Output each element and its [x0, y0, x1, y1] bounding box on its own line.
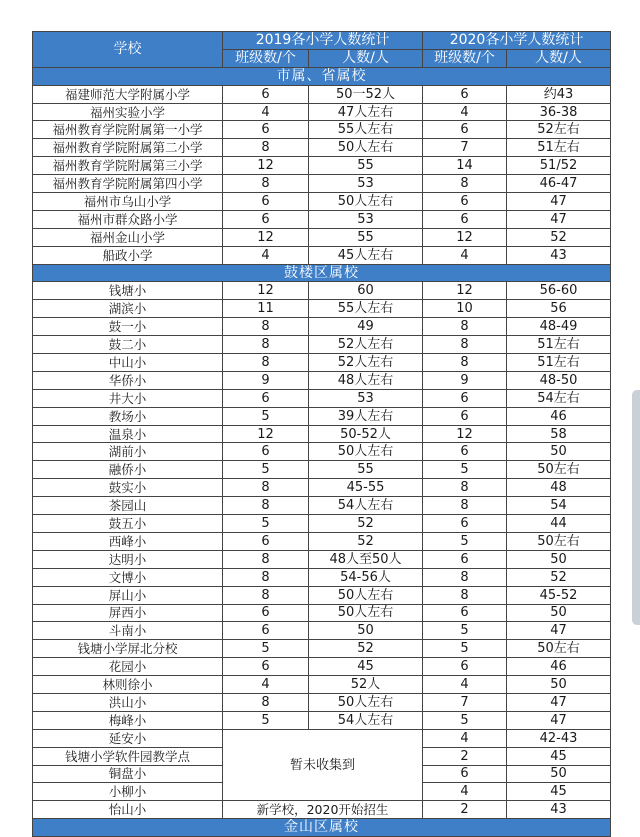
- table-row: [33, 425, 611, 443]
- new-school-note: 新学校，2020开始招生: [223, 801, 423, 819]
- students-2020-cell: 54: [507, 497, 611, 515]
- students-2020-cell: 50: [507, 604, 611, 622]
- classes-2019-cell: 5: [223, 407, 309, 425]
- classes-2020-cell: 5: [423, 622, 507, 640]
- classes-2019-cell: 4: [223, 676, 309, 694]
- classes-2020-cell: 7: [423, 693, 507, 711]
- school-cell: 福州市群众路小学: [33, 210, 223, 228]
- classes-2019-cell: 5: [223, 461, 309, 479]
- students-2019-cell: 52: [309, 640, 423, 658]
- classes-2019-cell: 8: [223, 693, 309, 711]
- school-cell: 钱塘小学屏北分校: [33, 640, 223, 658]
- section-title: 鼓楼区属校: [33, 264, 611, 282]
- students-2019-cell: 52: [309, 532, 423, 550]
- students-2020-cell: 51左右: [507, 139, 611, 157]
- classes-2020-cell: 2: [423, 801, 507, 819]
- school-cell: 钱塘小: [33, 282, 223, 300]
- table-row: [33, 801, 611, 819]
- header-row-years: [33, 32, 611, 50]
- table-row: [33, 658, 611, 676]
- students-2019-cell: 45: [309, 658, 423, 676]
- classes-2020-cell: 12: [423, 425, 507, 443]
- table-row: [33, 300, 611, 318]
- school-cell: 融侨小: [33, 461, 223, 479]
- classes-2020-cell: 4: [423, 783, 507, 801]
- students-2019-cell: 45人左右: [309, 246, 423, 264]
- school-cell: 鼓五小: [33, 515, 223, 533]
- school-cell: 船政小学: [33, 246, 223, 264]
- classes-2020-cell: 2: [423, 747, 507, 765]
- classes-2020-cell: 4: [423, 246, 507, 264]
- students-2019-cell: 48人至50人: [309, 550, 423, 568]
- students-2020-cell: 50左右: [507, 640, 611, 658]
- students-2019-cell: 50人左右: [309, 604, 423, 622]
- table-row: [33, 676, 611, 694]
- table-row: [33, 354, 611, 372]
- students-2020-cell: 47: [507, 193, 611, 211]
- classes-2020-cell: 6: [423, 658, 507, 676]
- students-2019-cell: 55: [309, 461, 423, 479]
- students-2020-cell: 51/52: [507, 157, 611, 175]
- uncollected-note: 暂未收集到: [223, 729, 423, 801]
- table-row: [33, 85, 611, 103]
- students-2020-cell: 44: [507, 515, 611, 533]
- students-2020-cell: 约43: [507, 85, 611, 103]
- classes-2020-cell: 8: [423, 586, 507, 604]
- table-row: [33, 586, 611, 604]
- classes-2019-cell: 8: [223, 354, 309, 372]
- students-2020-cell: 50: [507, 443, 611, 461]
- table-row: [33, 693, 611, 711]
- students-2020-cell: 50: [507, 765, 611, 783]
- school-cell: 福州教育学院附属第二小学: [33, 139, 223, 157]
- classes-2019-cell: 4: [223, 246, 309, 264]
- students-2019-cell: 52人左右: [309, 336, 423, 354]
- students-2020-cell: 47: [507, 711, 611, 729]
- students-2019-cell: 53: [309, 210, 423, 228]
- school-cell: 温泉小: [33, 425, 223, 443]
- table-row: [33, 193, 611, 211]
- section-title: 金山区属校: [33, 819, 611, 837]
- classes-2020-cell: 6: [423, 193, 507, 211]
- classes-2019-cell: 12: [223, 157, 309, 175]
- students-2019-cell: 52人: [309, 676, 423, 694]
- table-row: [33, 139, 611, 157]
- table-row: [33, 175, 611, 193]
- table-row: [33, 711, 611, 729]
- classes-2019-cell: 6: [223, 389, 309, 407]
- school-cell: 屏西小: [33, 604, 223, 622]
- students-2020-cell: 45-52: [507, 586, 611, 604]
- classes-2019-cell: 6: [223, 443, 309, 461]
- students-2019-cell: 47人左右: [309, 103, 423, 121]
- students-2019-cell: 49: [309, 318, 423, 336]
- classes-2019-cell: 6: [223, 622, 309, 640]
- classes-2020-cell: 8: [423, 497, 507, 515]
- header-2019: 2019各小学人数统计: [223, 32, 423, 50]
- school-cell: 茶园山: [33, 497, 223, 515]
- school-cell: 小柳小: [33, 783, 223, 801]
- classes-2019-cell: 6: [223, 121, 309, 139]
- classes-2019-cell: 8: [223, 175, 309, 193]
- classes-2020-cell: 12: [423, 282, 507, 300]
- students-2020-cell: 52: [507, 228, 611, 246]
- students-2020-cell: 47: [507, 210, 611, 228]
- school-cell: 鼓一小: [33, 318, 223, 336]
- section-row-municipal: [33, 67, 611, 85]
- classes-2020-cell: 4: [423, 729, 507, 747]
- classes-2019-cell: 8: [223, 139, 309, 157]
- table-row: [33, 371, 611, 389]
- classes-2019-cell: 8: [223, 479, 309, 497]
- classes-2020-cell: 8: [423, 354, 507, 372]
- students-2019-cell: 52人左右: [309, 354, 423, 372]
- students-2019-cell: 60: [309, 282, 423, 300]
- classes-2020-cell: 8: [423, 175, 507, 193]
- classes-2019-cell: 8: [223, 497, 309, 515]
- classes-2019-cell: 12: [223, 425, 309, 443]
- students-2020-cell: 48-50: [507, 371, 611, 389]
- students-2020-cell: 51左右: [507, 336, 611, 354]
- students-2020-cell: 47: [507, 622, 611, 640]
- table-row: [33, 479, 611, 497]
- header-2020: 2020各小学人数统计: [423, 32, 611, 50]
- students-2019-cell: 53: [309, 175, 423, 193]
- classes-2020-cell: 8: [423, 568, 507, 586]
- table-row: [33, 443, 611, 461]
- table-row: [33, 568, 611, 586]
- students-2019-cell: 48人左右: [309, 371, 423, 389]
- students-2019-cell: 50人左右: [309, 586, 423, 604]
- classes-2019-cell: 6: [223, 210, 309, 228]
- table-row: [33, 157, 611, 175]
- students-2019-cell: 55人左右: [309, 121, 423, 139]
- table-row: [33, 282, 611, 300]
- students-2019-cell: 55人左右: [309, 300, 423, 318]
- classes-2019-cell: 6: [223, 85, 309, 103]
- students-2020-cell: 46: [507, 658, 611, 676]
- school-cell: 花园小: [33, 658, 223, 676]
- classes-2020-cell: 8: [423, 479, 507, 497]
- students-2019-cell: 54人左右: [309, 711, 423, 729]
- classes-2019-cell: 5: [223, 515, 309, 533]
- school-cell: 屏山小: [33, 586, 223, 604]
- classes-2020-cell: 8: [423, 336, 507, 354]
- school-cell: 中山小: [33, 354, 223, 372]
- table-row: [33, 103, 611, 121]
- students-2019-cell: 54-56人: [309, 568, 423, 586]
- students-2020-cell: 50: [507, 676, 611, 694]
- school-cell: 教场小: [33, 407, 223, 425]
- table-row: [33, 497, 611, 515]
- school-cell: 铜盘小: [33, 765, 223, 783]
- students-2019-cell: 50-52人: [309, 425, 423, 443]
- students-2019-cell: 52: [309, 515, 423, 533]
- school-cell: 福建师范大学附属小学: [33, 85, 223, 103]
- students-2019-cell: 50人左右: [309, 139, 423, 157]
- classes-2020-cell: 5: [423, 711, 507, 729]
- section-row-gulou: [33, 264, 611, 282]
- school-cell: 怡山小: [33, 801, 223, 819]
- section-row-jinshan: [33, 819, 611, 837]
- header-school: 学校: [33, 32, 223, 68]
- classes-2019-cell: 6: [223, 532, 309, 550]
- students-2019-cell: 45-55: [309, 479, 423, 497]
- table-row: [33, 228, 611, 246]
- classes-2019-cell: 8: [223, 586, 309, 604]
- students-2019-cell: 55: [309, 228, 423, 246]
- classes-2019-cell: 12: [223, 282, 309, 300]
- classes-2020-cell: 6: [423, 210, 507, 228]
- classes-2020-cell: 4: [423, 103, 507, 121]
- students-2020-cell: 56-60: [507, 282, 611, 300]
- table-row: [33, 461, 611, 479]
- scrollbar-handle[interactable]: [632, 390, 640, 625]
- school-cell: 华侨小: [33, 371, 223, 389]
- classes-2019-cell: 6: [223, 193, 309, 211]
- students-2020-cell: 52左右: [507, 121, 611, 139]
- students-2020-cell: 47: [507, 693, 611, 711]
- school-cell: 福州市乌山小学: [33, 193, 223, 211]
- classes-2019-cell: 6: [223, 604, 309, 622]
- student-count-table: [32, 31, 611, 837]
- table-row: [33, 336, 611, 354]
- classes-2020-cell: 6: [423, 389, 507, 407]
- classes-2019-cell: 8: [223, 336, 309, 354]
- table-row: [33, 318, 611, 336]
- students-2020-cell: 46: [507, 407, 611, 425]
- table-row: [33, 515, 611, 533]
- table-row: [33, 407, 611, 425]
- classes-2019-cell: 4: [223, 103, 309, 121]
- school-cell: 洪山小: [33, 693, 223, 711]
- school-cell: 福州教育学院附属第四小学: [33, 175, 223, 193]
- classes-2020-cell: 8: [423, 318, 507, 336]
- classes-2019-cell: 8: [223, 550, 309, 568]
- students-2020-cell: 45: [507, 783, 611, 801]
- students-2020-cell: 46-47: [507, 175, 611, 193]
- school-cell: 文博小: [33, 568, 223, 586]
- table-row: [33, 604, 611, 622]
- students-2020-cell: 50左右: [507, 461, 611, 479]
- students-2020-cell: 51左右: [507, 354, 611, 372]
- header-classes-2019: 班级数/个: [223, 49, 309, 67]
- school-cell: 福州实验小学: [33, 103, 223, 121]
- students-2020-cell: 58: [507, 425, 611, 443]
- students-2019-cell: 55: [309, 157, 423, 175]
- section-title: 市属、省属校: [33, 67, 611, 85]
- students-2019-cell: 50: [309, 622, 423, 640]
- students-2019-cell: 50人左右: [309, 693, 423, 711]
- table-row: [33, 121, 611, 139]
- classes-2020-cell: 6: [423, 85, 507, 103]
- school-cell: 湖前小: [33, 443, 223, 461]
- students-2019-cell: 50一52人: [309, 85, 423, 103]
- school-cell: 鼓二小: [33, 336, 223, 354]
- classes-2020-cell: 5: [423, 532, 507, 550]
- students-2020-cell: 50: [507, 550, 611, 568]
- classes-2020-cell: 6: [423, 765, 507, 783]
- school-cell: 鼓实小: [33, 479, 223, 497]
- classes-2019-cell: 9: [223, 371, 309, 389]
- students-2020-cell: 54左右: [507, 389, 611, 407]
- table-row: [33, 640, 611, 658]
- school-cell: 福州金山小学: [33, 228, 223, 246]
- classes-2020-cell: 10: [423, 300, 507, 318]
- classes-2019-cell: 8: [223, 318, 309, 336]
- classes-2020-cell: 9: [423, 371, 507, 389]
- school-cell: 梅峰小: [33, 711, 223, 729]
- classes-2019-cell: 5: [223, 640, 309, 658]
- school-cell: 福州教育学院附属第一小学: [33, 121, 223, 139]
- school-cell: 斗南小: [33, 622, 223, 640]
- school-cell: 林则徐小: [33, 676, 223, 694]
- classes-2019-cell: 6: [223, 658, 309, 676]
- table-row: [33, 729, 611, 747]
- students-2020-cell: 36-38: [507, 103, 611, 121]
- students-2019-cell: 50人左右: [309, 443, 423, 461]
- students-2020-cell: 52: [507, 568, 611, 586]
- classes-2019-cell: 12: [223, 228, 309, 246]
- classes-2020-cell: 6: [423, 443, 507, 461]
- school-cell: 钱塘小学软件园教学点: [33, 747, 223, 765]
- students-2020-cell: 48: [507, 479, 611, 497]
- students-2020-cell: 56: [507, 300, 611, 318]
- classes-2020-cell: 4: [423, 676, 507, 694]
- classes-2019-cell: 11: [223, 300, 309, 318]
- classes-2019-cell: 5: [223, 711, 309, 729]
- table-row: [33, 532, 611, 550]
- table-row: [33, 389, 611, 407]
- table-row: [33, 622, 611, 640]
- table-row: [33, 246, 611, 264]
- school-cell: 西峰小: [33, 532, 223, 550]
- students-2020-cell: 43: [507, 801, 611, 819]
- classes-2020-cell: 6: [423, 515, 507, 533]
- school-cell: 福州教育学院附属第三小学: [33, 157, 223, 175]
- students-2020-cell: 50左右: [507, 532, 611, 550]
- classes-2020-cell: 6: [423, 121, 507, 139]
- header-students-2019: 人数/人: [309, 49, 423, 67]
- classes-2020-cell: 7: [423, 139, 507, 157]
- table-row: [33, 210, 611, 228]
- school-cell: 达明小: [33, 550, 223, 568]
- classes-2020-cell: 5: [423, 640, 507, 658]
- students-2019-cell: 50人左右: [309, 193, 423, 211]
- school-cell: 井大小: [33, 389, 223, 407]
- classes-2020-cell: 5: [423, 461, 507, 479]
- classes-2020-cell: 6: [423, 550, 507, 568]
- classes-2020-cell: 12: [423, 228, 507, 246]
- classes-2020-cell: 14: [423, 157, 507, 175]
- students-2020-cell: 42-43: [507, 729, 611, 747]
- classes-2020-cell: 6: [423, 407, 507, 425]
- students-2019-cell: 39人左右: [309, 407, 423, 425]
- students-2019-cell: 54人左右: [309, 497, 423, 515]
- school-cell: 湖滨小: [33, 300, 223, 318]
- school-cell: 延安小: [33, 729, 223, 747]
- header-students-2020: 人数/人: [507, 49, 611, 67]
- students-2020-cell: 45: [507, 747, 611, 765]
- students-2020-cell: 48-49: [507, 318, 611, 336]
- students-2020-cell: 43: [507, 246, 611, 264]
- table-row: [33, 550, 611, 568]
- header-classes-2020: 班级数/个: [423, 49, 507, 67]
- classes-2020-cell: 6: [423, 604, 507, 622]
- classes-2019-cell: 8: [223, 568, 309, 586]
- students-2019-cell: 53: [309, 389, 423, 407]
